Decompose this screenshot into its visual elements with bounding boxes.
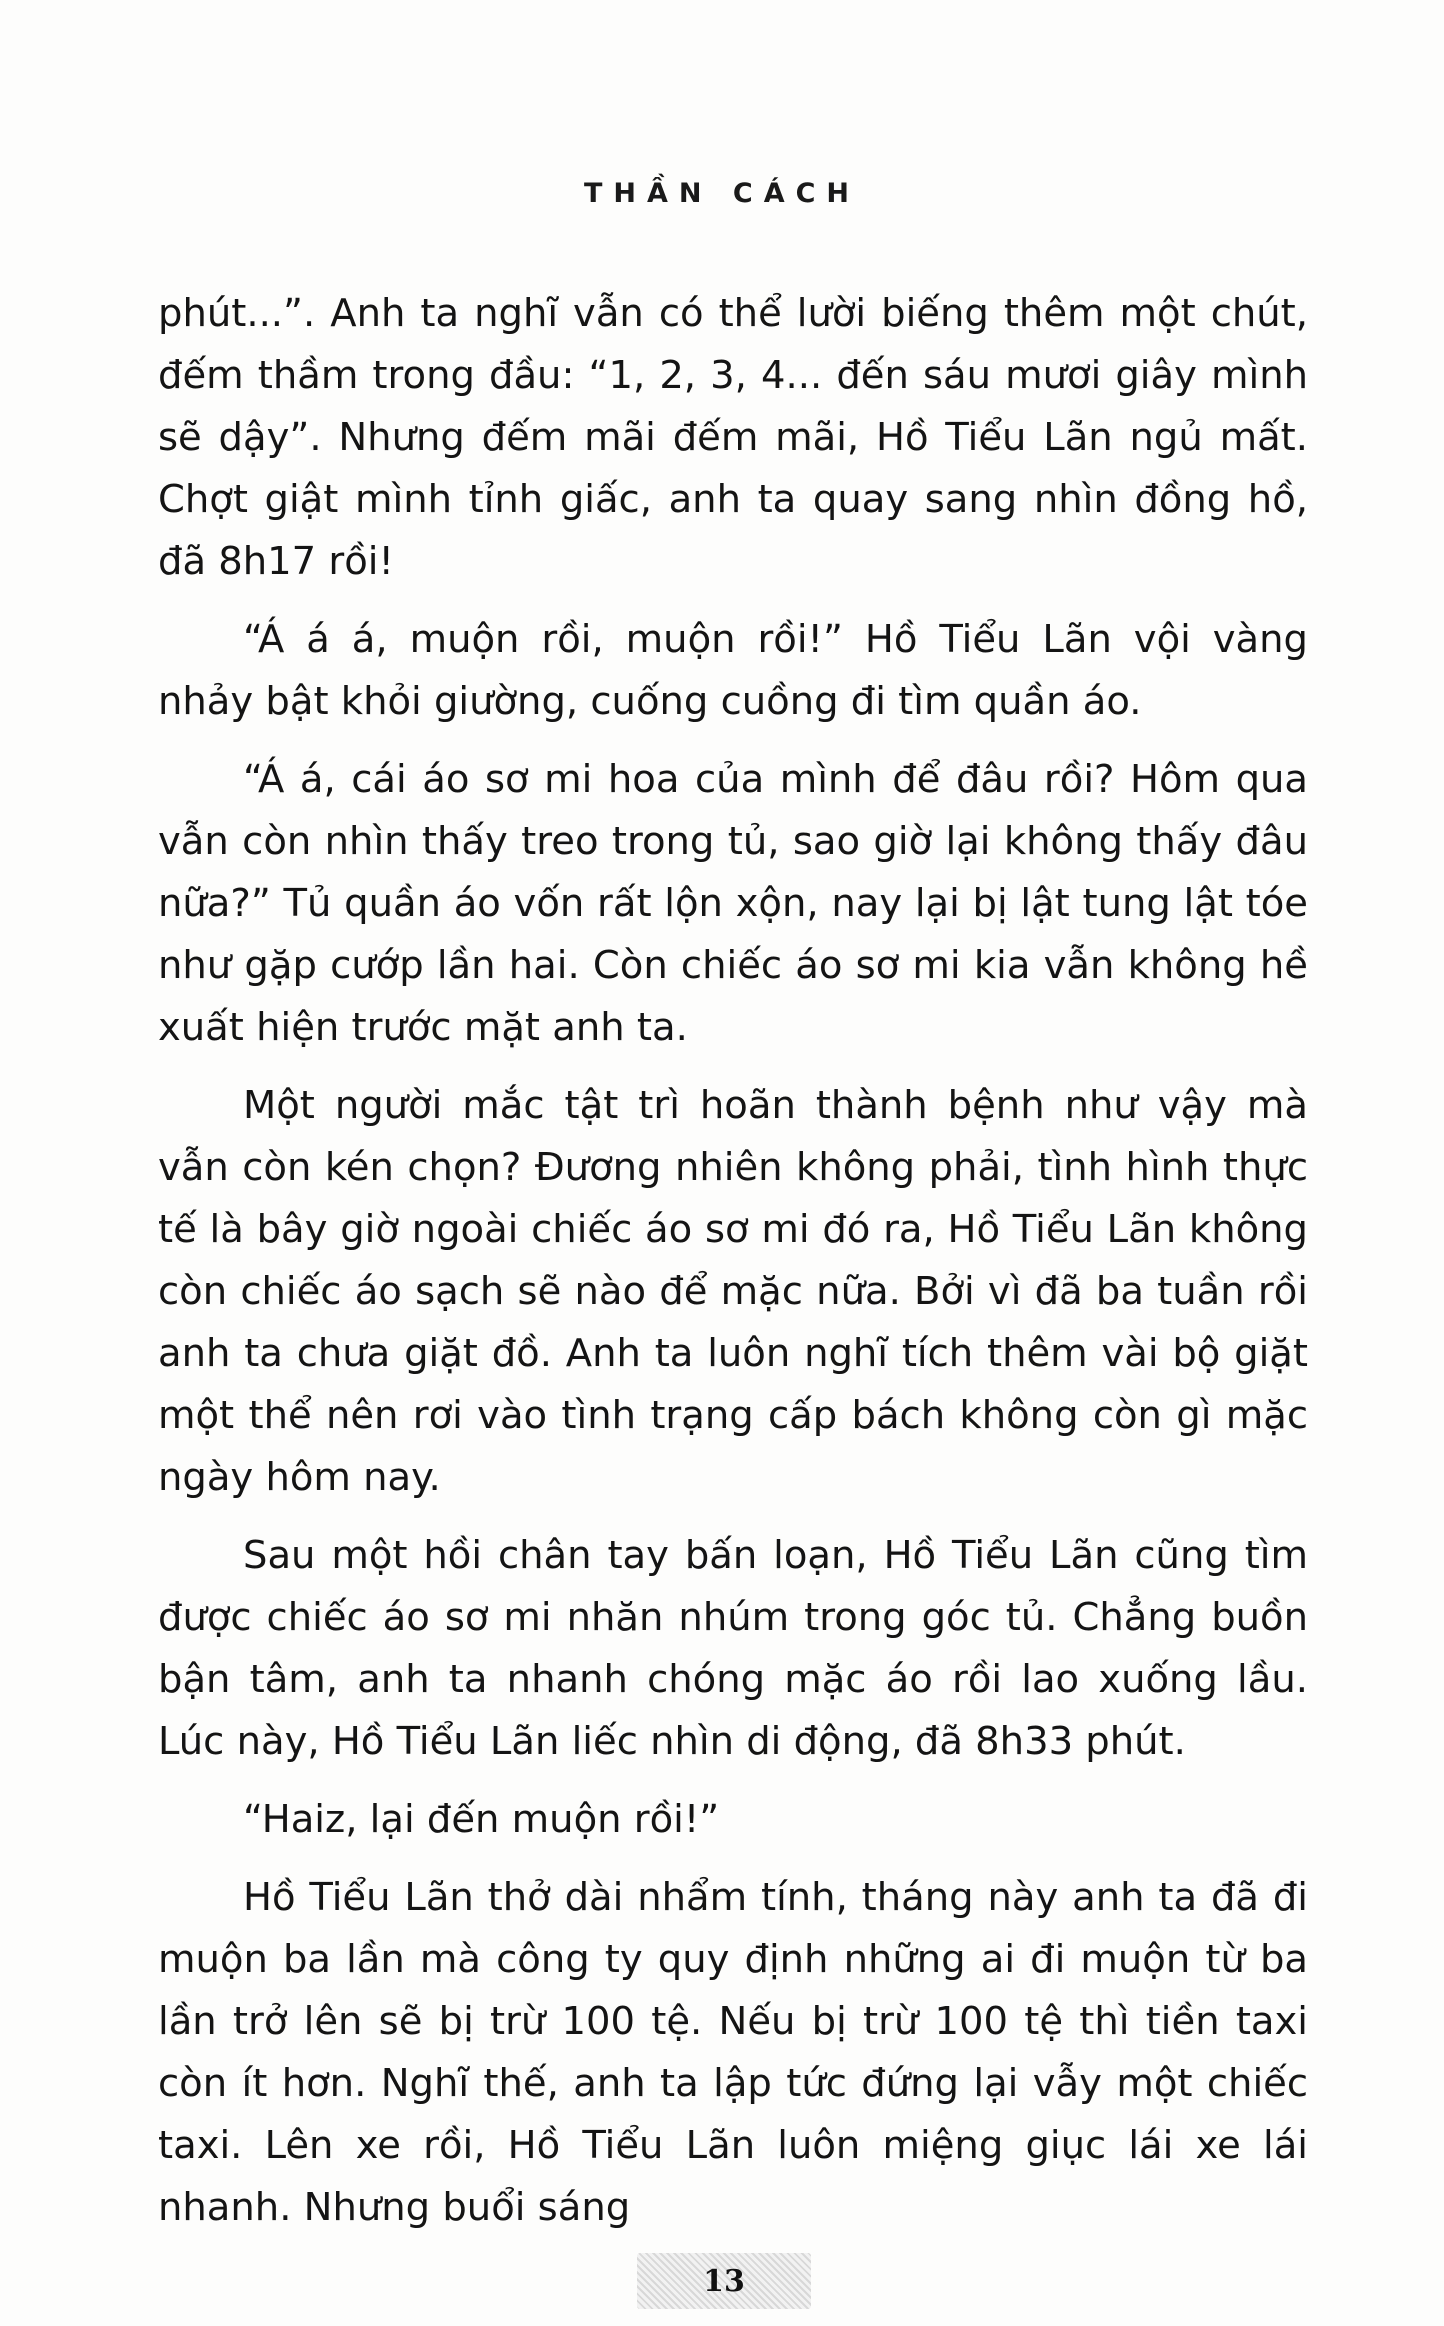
page-number-badge [637,2253,811,2309]
paragraph-2: “Á á á, muộn rồi, muộn rồi!” Hồ Tiểu Lãn vội vàng nhảy bật khỏi giường, cuống cuồng đi tìm quần áo. [158,617,1308,724]
paragraph-4: Một người mắc tật trì hoãn thành bệnh như vậy mà vẫn còn kén chọn? Đương nhiên không phải, tình hình thực tế là bây giờ ngoài chiếc áo sơ mi đó ra, Hồ Tiểu Lãn không còn chiếc áo sạch sẽ nào để mặc nữa. Bởi vì đã ba tuần rồi anh ta chưa giặt đồ. Anh ta luôn nghĩ tích thêm vài bộ giặt một thể nên rơi vào tình trạng cấp bách không còn gì mặc ngày hôm nay. [158,1083,1308,1500]
paragraph-3: “Á á, cái áo sơ mi hoa của mình để đâu rồi? Hôm qua vẫn còn nhìn thấy treo trong tủ, sao giờ lại không thấy đâu nữa?” Tủ quần áo vốn rất lộn xộn, nay lại bị lật tung lật tóe như gặp cướp lần hai. Còn chiếc áo sơ mi kia vẫn không hề xuất hiện trước mặt anh ta. [158,757,1308,1050]
running-header: THẦN CÁCH [583,178,861,209]
paragraph-6: “Haiz, lại đến muộn rồi!” [243,1797,720,1842]
page-number: 13 [703,2263,745,2299]
body-text [158,283,1308,2255]
paragraph-7: Hồ Tiểu Lãn thở dài nhẩm tính, tháng này anh ta đã đi muộn ba lần mà công ty quy định những ai đi muộn từ ba lần trở lên sẽ bị trừ 100 tệ. Nếu bị trừ 100 tệ thì tiền taxi còn ít hơn. Nghĩ thế, anh ta lập tức đứng lại vẫy một chiếc taxi. Lên xe rồi, Hồ Tiểu Lãn luôn miệng giục lái xe lái nhanh. Nhưng buổi sáng [158,1875,1308,2230]
paragraph-1: phút...”. Anh ta nghĩ vẫn có thể lười biếng thêm một chút, đếm thầm trong đầu: “1, 2, 3, 4... đến sáu mươi giây mình sẽ dậy”. Nhưng đếm mãi đếm mãi, Hồ Tiểu Lãn ngủ mất. Chợt giật mình tỉnh giấc, anh ta quay sang nhìn đồng hồ, đã 8h17 rồi! [158,291,1308,584]
paragraph-5: Sau một hồi chân tay bấn loạn, Hồ Tiểu Lãn cũng tìm được chiếc áo sơ mi nhăn nhúm trong góc tủ. Chẳng buồn bận tâm, anh ta nhanh chóng mặc áo rồi lao xuống lầu. Lúc này, Hồ Tiểu Lãn liếc nhìn di động, đã 8h33 phút. [158,1533,1308,1764]
